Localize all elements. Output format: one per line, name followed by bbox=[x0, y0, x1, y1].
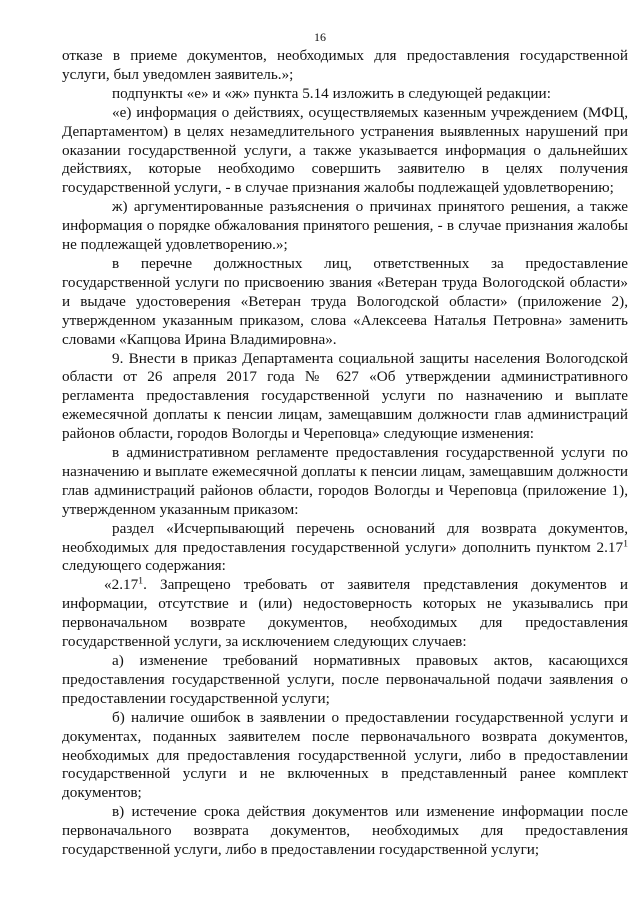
paragraph-text: . Запрещено требовать от заявителя представления документов и информации, отсутствие и (или) недостоверность которых не указывались при первоначальном возврате документов, необходимых для предоставления государственной услуги, за исключением следующих случаев: bbox=[62, 576, 628, 651]
paragraph-section-addition bbox=[62, 520, 628, 577]
paragraph-item-9: 9. Внести в приказ Департамента социальной защиты населения Вологодской области от 26 апреля 2017 года № 627 «Об утверждении административного регламента предоставления государственной услуги по назначению и выплате ежемесячной доплаты к пенсии лицам, замещавшим должности глав администраций районов области, городов Вологды и Череповца» следующие изменения: bbox=[62, 349, 628, 443]
paragraph-text: раздел «Исчерпывающий перечень оснований для возврата документов, необходимых для предоставления государственной услуги» дополнить пунктом 2.17 bbox=[62, 519, 628, 556]
paragraph-text: следующего содержания: bbox=[62, 557, 226, 575]
paragraph-clause-2-17-1 bbox=[62, 576, 628, 652]
document-body bbox=[62, 47, 628, 860]
paragraph-case-a: а) изменение требований нормативных правовых актов, касающихся предоставления государственной услуги, после первоначальной подачи заявления о предоставлении государственной услуги; bbox=[62, 652, 628, 707]
paragraph-subpoints-intro: подпункты «е» и «ж» пункта 5.14 изложить в следующей редакции: bbox=[112, 84, 551, 102]
paragraph-officials-list: в перечне должностных лиц, ответственных за предоставление государственной услуги по присвоению звания «Ветеран труда Вологодской области» и выдаче удостоверения «Ветеран труда Вологодской области» (приложение 2), утвержденном указанным приказом, слова «Алексеева Наталья Петровна» заменить словами «Капцова Ирина Владимировна». bbox=[62, 254, 628, 348]
paragraph-subpoint-zh: ж) аргументированные разъяснения о причинах принятого решения, а также информация о порядке обжалования принятого решения, - в случае признания жалобы не подлежащей удовлетворению.»; bbox=[62, 198, 628, 254]
paragraph-subpoint-e: «е) информация о действиях, осуществляемых казенным учреждением (МФЦ, Департаментом) в целях незамедлительного устранения выявленных нарушений при оказании государственной услуги, а также указывается информация о дальнейших действиях, которые необходимо совершить заявителю в целях получения государственной услуги, - в случае признания жалобы подлежащей удовлетворению; bbox=[62, 103, 628, 197]
paragraph-regulation-changes: в административном регламенте предоставления государственной услуги по назначению и выплате ежемесячной доплаты к пенсии лицам, замещавшим должности глав администраций районов области, городов Вологды и Череповца (приложение 1), утвержденном указанным приказом: bbox=[62, 444, 628, 518]
superscript: 1 bbox=[623, 538, 628, 550]
superscript: 1 bbox=[138, 575, 144, 587]
paragraph-continuation: отказе в приеме документов, необходимых для предоставления государственной услуги, был уведомлен заявитель.»; bbox=[62, 47, 628, 83]
page-number: 16 bbox=[314, 30, 326, 44]
paragraph-text: «2.17 bbox=[104, 576, 139, 594]
paragraph-case-v: в) истечение срока действия документов или изменение информации после первоначального возврата документов, необходимых для предоставления государственной услуги, либо в предоставлении государственной услуги; bbox=[62, 803, 628, 859]
paragraph-case-b: б) наличие ошибок в заявлении о предоставлении государственной услуги и документах, поданных заявителем после первоначального возврата документов, необходимых для предоставления государственной услуги, либо в предоставлении государственной услуги и не включенных в представленный ранее комплект документов; bbox=[62, 708, 628, 802]
